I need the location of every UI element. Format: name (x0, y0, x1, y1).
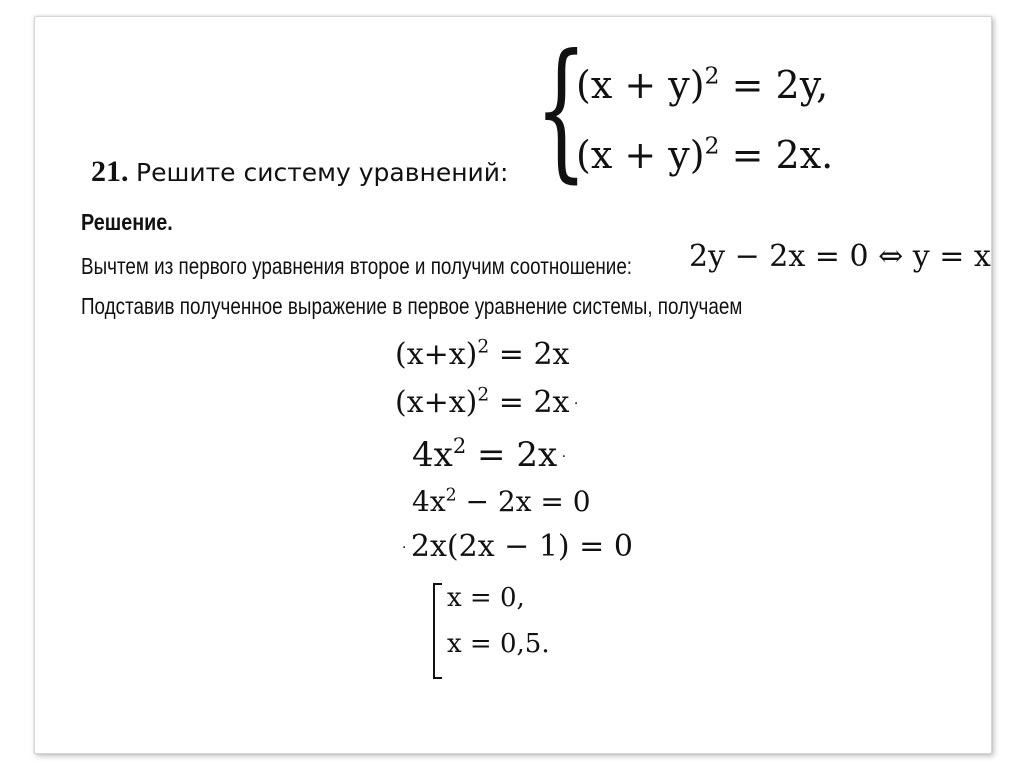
problem-statement (91, 155, 508, 189)
step-equation-5: · 2x(2x − 1) = 0 (402, 529, 633, 564)
system-equation-2: $(x + y)^2 = 2x$. (576, 131, 834, 177)
root-1: x = 0, (447, 583, 525, 613)
slide (34, 16, 992, 754)
solution-line-2: Подставив полученное выражение в первое уравнение системы, получаем (81, 293, 743, 319)
dot-icon: · (402, 540, 411, 556)
step-equation-3: $4x^2 = 2x$ · (412, 432, 567, 475)
roots-bracket-icon (433, 583, 442, 679)
problem-number: 21. (91, 155, 129, 188)
solution-line-1: Вычтем из первого уравнения второе и получим соотношение: (81, 253, 633, 279)
system-equation-1: $(x + y)^2 = 2y$, (576, 61, 829, 107)
system-brace-icon: { (535, 23, 588, 197)
problem-prompt: Решите систему уравнений: (136, 158, 509, 187)
dot-icon: · (569, 396, 579, 412)
step-equation-2: $(x+x)^2 = 2x$ · (395, 384, 579, 420)
solution-heading: Решение. (81, 209, 173, 235)
step-equation-4: $4x^2 - 2x = 0$ (412, 485, 591, 518)
step-equation-1: $(x+x)^2 = 2x$ (395, 336, 570, 372)
root-2: x = 0,5. (447, 629, 550, 659)
dot-icon: · (557, 449, 567, 465)
relation-formula: 2y − 2x = 0 ⇔ y = x (689, 239, 991, 274)
